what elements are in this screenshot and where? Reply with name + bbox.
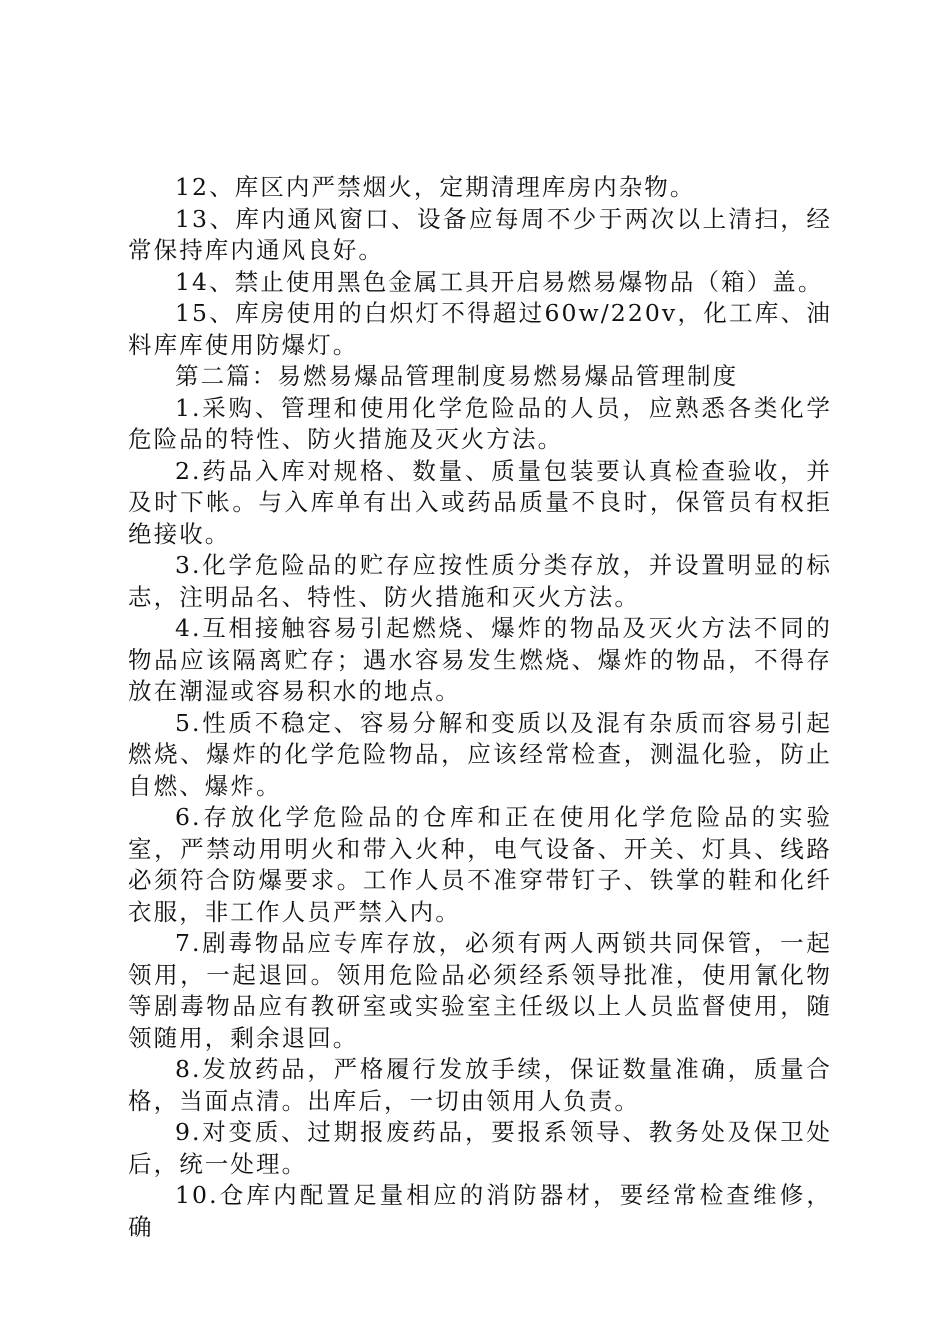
- paragraph-item-5: 5.性质不稳定、容易分解和变质以及混有杂质而容易引起燃烧、爆炸的化学危险物品，应该经常检查，测温化验，防止自燃、爆炸。: [128, 708, 832, 800]
- document-body: [128, 172, 832, 1243]
- paragraph-item-8: 8.发放药品，严格履行发放手续，保证数量准确，质量合格，当面点清。出库后，一切由领用人负责。: [128, 1055, 832, 1115]
- paragraph-item-3: 3.化学危险品的贮存应按性质分类存放，并设置明显的标志，注明品名、特性、防火措施和灭火方法。: [128, 551, 832, 611]
- paragraph-item-4: 4.互相接触容易引起燃烧、爆炸的物品及灭火方法不同的物品应该隔离贮存；遇水容易发生燃烧、爆炸的物品，不得存放在潮湿或容易积水的地点。: [128, 614, 832, 705]
- paragraph-rule-15: 15、库房使用的白炽灯不得超过60w/220v，化工库、油料库库使用防爆灯。: [128, 299, 832, 359]
- section-heading: 第二篇：易燃易爆品管理制度易燃易爆品管理制度: [175, 362, 739, 390]
- paragraph-item-7: 7.剧毒物品应专库存放，必须有两人两锁共同保管，一起领用，一起退回。领用危险品必须经系领导批准，使用氰化物等剧毒物品应有教研室或实验室主任级以上人员监督使用，随领随用，剩余退回。: [128, 929, 832, 1052]
- paragraph-rule-14: 14、禁止使用黑色金属工具开启易燃易爆物品（箱）盖。: [175, 267, 824, 296]
- paragraph-item-10: 10.仓库内配置足量相应的消防器材，要经常检查维修，确: [128, 1181, 832, 1241]
- paragraph-item-6: 6.存放化学危险品的仓库和正在使用化学危险品的实验室，严禁动用明火和带入火种，电气设备、开关、灯具、线路必须符合防爆要求。工作人员不准穿带钉子、铁掌的鞋和化纤衣服，非工作人员严禁入内。: [128, 803, 832, 926]
- paragraph-item-1: 1.采购、管理和使用化学危险品的人员，应熟悉各类化学危险品的特性、防火措施及灭火方法。: [128, 393, 832, 453]
- paragraph-rule-13: 13、库内通风窗口、设备应每周不少于两次以上清扫，经常保持库内通风良好。: [128, 204, 832, 264]
- paragraph-item-9: 9.对变质、过期报废药品，要报系领导、教务处及保卫处后，统一处理。: [128, 1118, 832, 1178]
- paragraph-item-2: 2.药品入库对规格、数量、质量包装要认真检查验收，并及时下帐。与入库单有出入或药品质量不良时，保管员有权拒绝接收。: [128, 456, 832, 548]
- paragraph-rule-12: 12、库区内严禁烟火，定期清理库房内杂物。: [175, 173, 696, 201]
